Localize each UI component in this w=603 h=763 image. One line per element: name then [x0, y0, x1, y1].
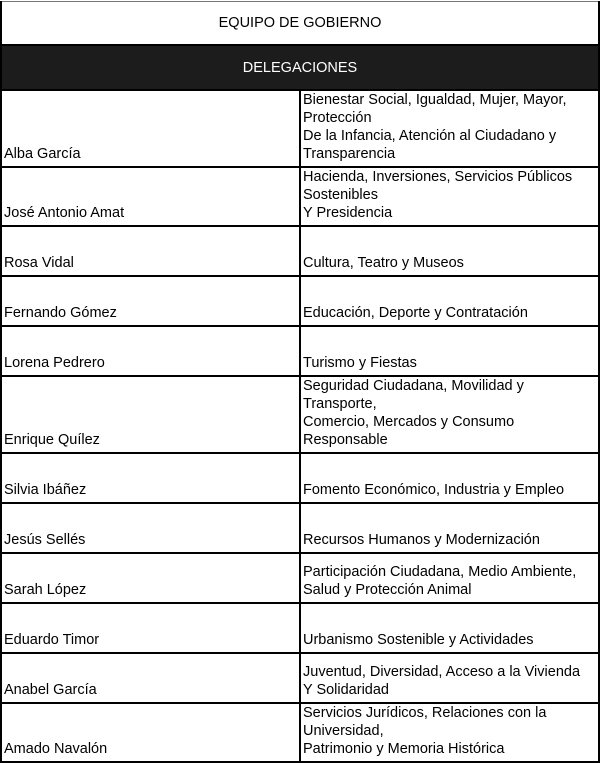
delegation-line: Fomento Económico, Industria y Empleo	[303, 482, 565, 498]
table-row	[1, 276, 599, 326]
delegation-cell	[300, 703, 599, 762]
delegation-cell	[300, 90, 599, 167]
delegations-header: DELEGACIONES	[1, 45, 599, 90]
delegation-line: Participación Ciudadana, Medio Ambiente,	[303, 564, 577, 580]
councillor-name: Eduardo Timor	[1, 603, 300, 653]
delegation-cell	[300, 553, 599, 603]
delegation-line: Seguridad Ciudadana, Movilidad y Transporte,	[303, 378, 524, 412]
table-row	[1, 376, 599, 453]
councillor-name: Sarah López	[1, 553, 300, 603]
delegation-cell	[300, 226, 599, 276]
title-row	[1, 2, 599, 46]
delegation-cell	[300, 653, 599, 703]
table-row	[1, 553, 599, 603]
table-row	[1, 603, 599, 653]
delegation-cell	[300, 326, 599, 376]
delegation-line: Recursos Humanos y Modernización	[303, 532, 540, 548]
councillor-name: Lorena Pedrero	[1, 326, 300, 376]
delegation-line: Cultura, Teatro y Museos	[303, 255, 464, 271]
table-row	[1, 226, 599, 276]
delegation-line: Educación, Deporte y Contratación	[303, 305, 528, 321]
councillor-name: Silvia Ibáñez	[1, 453, 300, 503]
delegation-line: Y Solidaridad	[303, 682, 389, 698]
delegation-line: Bienestar Social, Igualdad, Mujer, Mayor, Protección	[303, 92, 567, 126]
delegation-cell	[300, 167, 599, 226]
table-row	[1, 453, 599, 503]
delegation-line: Comercio, Mercados y Consumo Responsable	[303, 414, 515, 448]
councillor-name: Jesús Sellés	[1, 503, 300, 553]
table-row	[1, 167, 599, 226]
councillor-name: Enrique Quílez	[1, 376, 300, 453]
table-row	[1, 703, 599, 762]
councillor-name: Fernando Gómez	[1, 276, 300, 326]
delegation-line: Turismo y Fiestas	[303, 355, 417, 371]
delegation-line: Servicios Jurídicos, Relaciones con la Universidad,	[303, 705, 547, 739]
delegation-line: Y Presidencia	[303, 205, 393, 221]
councillor-name: Alba García	[1, 90, 300, 167]
councillor-name: Anabel García	[1, 653, 300, 703]
table-row	[1, 90, 599, 167]
delegation-line: Urbanismo Sostenible y Actividades	[303, 632, 534, 648]
delegation-cell	[300, 453, 599, 503]
government-team-table	[0, 1, 600, 763]
councillor-name: Amado Navalón	[1, 703, 300, 762]
table-row	[1, 503, 599, 553]
delegation-cell	[300, 276, 599, 326]
councillor-name: José Antonio Amat	[1, 167, 300, 226]
delegation-line: Hacienda, Inversiones, Servicios Públicos Sostenibles	[303, 169, 573, 203]
delegation-cell	[300, 603, 599, 653]
table-title: EQUIPO DE GOBIERNO	[1, 2, 599, 46]
councillor-name: Rosa Vidal	[1, 226, 300, 276]
header-row	[1, 45, 599, 90]
delegation-cell	[300, 376, 599, 453]
delegation-line: Juventud, Diversidad, Acceso a la Vivienda	[303, 664, 581, 680]
delegation-line: Patrimonio y Memoria Histórica	[303, 741, 505, 757]
delegation-line: Salud y Protección Animal	[303, 582, 472, 598]
table-row	[1, 653, 599, 703]
delegation-line: De la Infancia, Atención al Ciudadano y Transparencia	[303, 128, 557, 162]
delegation-cell	[300, 503, 599, 553]
table-row	[1, 326, 599, 376]
